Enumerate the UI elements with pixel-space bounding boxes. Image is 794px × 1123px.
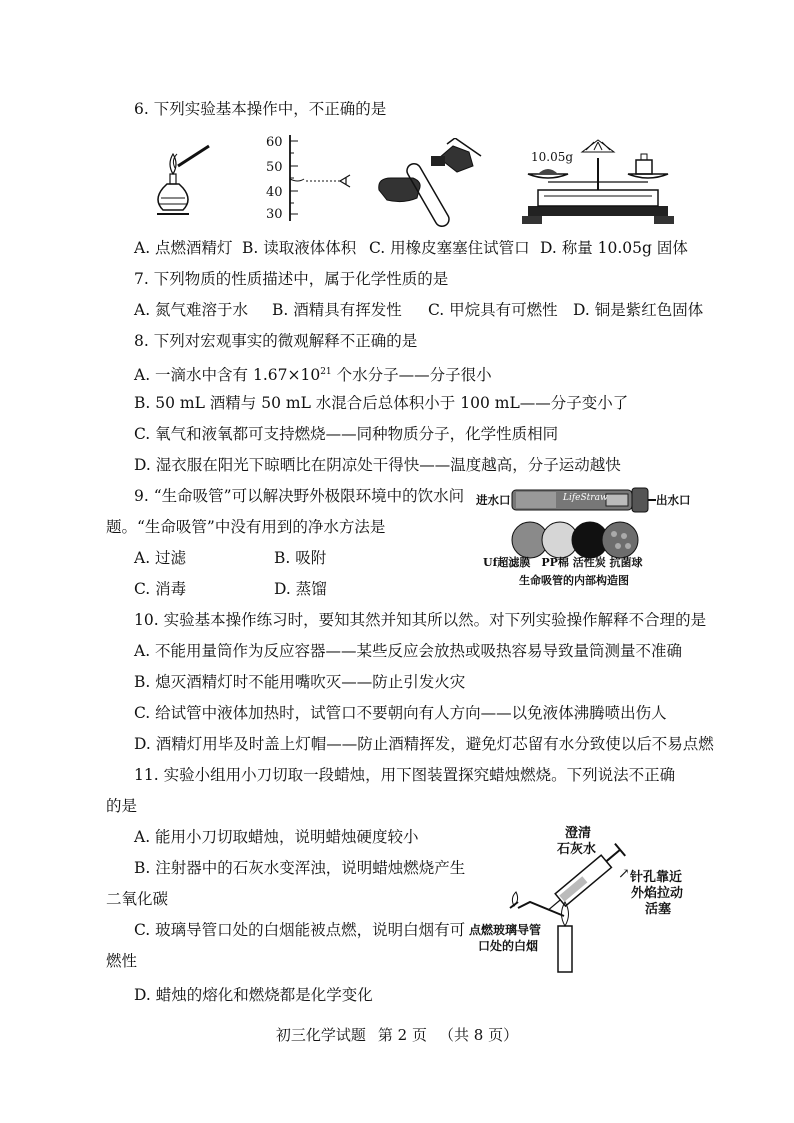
lifestraw-brand: LifeStraw xyxy=(563,493,608,503)
q8-option-b: B. 50 mL 酒精与 50 mL 水混合后总体积小于 100 mL——分子变小了 xyxy=(134,394,629,412)
filter-layers-label: Uf超滤膜 PP棉 活性炭 抗菌球 xyxy=(483,556,643,569)
q7-stem: 7. 下列物质的性质描述中，属于化学性质的是 xyxy=(134,270,449,288)
q9-option-c: C. 消毒 xyxy=(134,580,187,598)
q10-option-b: B. 熄灭酒精灯时不能用嘴吹灭——防止引发火灾 xyxy=(134,673,466,691)
scale-tick-60: 60 xyxy=(266,135,283,150)
q8-option-d: D. 湿衣服在阳光下晾晒比在阴凉处干得快——温度越高，分子运动越快 xyxy=(134,456,621,474)
limewater-label-1: 澄清 xyxy=(565,826,592,841)
footer-total: （共 8 页） xyxy=(439,1026,519,1044)
needle-label-3: 活塞 xyxy=(645,902,672,917)
lifestraw-caption: 生命吸管的内部构造图 xyxy=(519,574,629,587)
q9-stem-line1: 9. “生命吸管”可以解决野外极限环境中的饮水问 xyxy=(134,487,465,505)
q6-option-b: B. 读取液体体积 xyxy=(242,239,357,257)
stopper-figure xyxy=(373,138,493,228)
q11-option-c-line2: 燃性 xyxy=(106,952,138,970)
scale-tick-50: 50 xyxy=(266,160,283,175)
needle-arrow-icon: ↗ xyxy=(618,866,630,882)
q11-option-b-line2: 二氧化碳 xyxy=(106,890,169,908)
footer-page: 第 2 页 xyxy=(377,1026,427,1044)
q7-option-d: D. 铜是紫红色固体 xyxy=(573,301,704,319)
q7-option-c: C. 甲烷具有可燃性 xyxy=(428,301,558,319)
page-footer xyxy=(0,1024,794,1045)
q7-option-a: A. 氮气难溶于水 xyxy=(134,301,249,319)
limewater-label-2: 石灰水 xyxy=(557,842,597,857)
q10-stem: 10. 实验基本操作练习时，要知其然并知其所以然。对下列实验操作解释不合理的是 xyxy=(134,611,707,629)
q11-option-d: D. 蜡烛的熔化和燃烧都是化学变化 xyxy=(134,986,373,1004)
outlet-label: 出水口 xyxy=(656,493,691,507)
alcohol-lamp-figure xyxy=(145,140,220,226)
needle-label-1: 针孔靠近 xyxy=(630,870,683,885)
q11-stem-line2: 的是 xyxy=(106,797,138,815)
balance-label: 10.05g xyxy=(531,150,574,164)
q9-option-d: D. 蒸馏 xyxy=(274,580,327,598)
q9-option-a: A. 过滤 xyxy=(134,549,187,567)
q6-stem: 6. 下列实验基本操作中，不正确的是 xyxy=(134,100,387,118)
q7-option-b: B. 酒精具有挥发性 xyxy=(272,301,402,319)
candle-syringe-figure xyxy=(500,836,650,976)
scale-tick-30: 30 xyxy=(266,207,283,222)
needle-label-2: 外焰拉动 xyxy=(631,886,684,901)
smoke-label-2: 口处的白烟 xyxy=(478,939,539,953)
footer-title: 初三化学试题 xyxy=(275,1026,366,1044)
q8-option-c: C. 氧气和液氧都可支持燃烧——同种物质分子，化学性质相同 xyxy=(134,425,559,443)
q6-option-c: C. 用橡皮塞塞住试管口 xyxy=(369,239,530,257)
q6-option-d: D. 称量 10.05g 固体 xyxy=(540,239,688,257)
q6-option-a: A. 点燃酒精灯 xyxy=(134,239,233,257)
q10-option-d: D. 酒精灯用毕及时盖上灯帽——防止酒精挥发，避免灯芯留有水分致使以后不易点燃 xyxy=(134,735,714,753)
q11-stem-line1: 11. 实验小组用小刀切取一段蜡烛，用下图装置探究蜡烛燃烧。下列说法不正确 xyxy=(134,766,676,784)
inlet-label: 进水口 xyxy=(476,493,511,507)
q9-stem-line2: 题。“生命吸管”中没有用到的净水方法是 xyxy=(106,518,386,536)
q11-option-a: A. 能用小刀切取蜡烛，说明蜡烛硬度较小 xyxy=(134,828,419,846)
scale-tick-40: 40 xyxy=(266,185,283,200)
q10-option-a: A. 不能用量筒作为反应容器——某些反应会放热或吸热容易导致量筒测量不准确 xyxy=(134,642,683,660)
q11-option-b-line1: B. 注射器中的石灰水变浑浊，说明蜡烛燃烧产生 xyxy=(134,859,466,877)
q11-option-c-line1: C. 玻璃导管口处的白烟能被点燃，说明白烟有可 xyxy=(134,921,466,939)
q9-option-b: B. 吸附 xyxy=(274,549,327,567)
q8-option-a: A. 一滴水中含有 $1.67\times 10^{21}$ 个水分子——分子很小 xyxy=(134,366,492,385)
q10-option-c: C. 给试管中液体加热时，试管口不要朝向有人方向——以免液体沸腾喷出伤人 xyxy=(134,704,667,722)
smoke-label-1: 点燃玻璃导管 xyxy=(469,923,542,937)
q8-stem: 8. 下列对宏观事实的微观解释不正确的是 xyxy=(134,332,418,350)
